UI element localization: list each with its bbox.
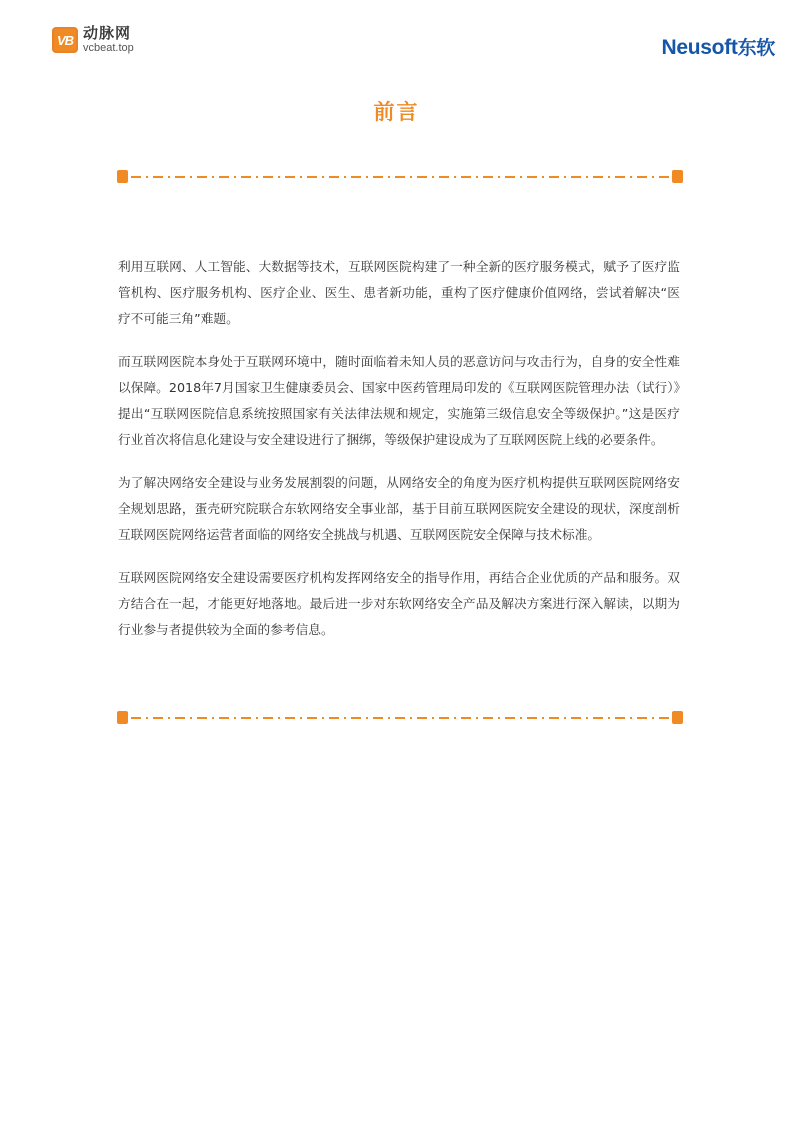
neusoft-logo: [662, 33, 775, 60]
top-divider: [117, 170, 683, 184]
neusoft-logo-cn: 东软: [737, 37, 775, 59]
divider-cap-right: [672, 170, 683, 183]
paragraph: 互联网医院网络安全建设需要医疗机构发挥网络安全的指导作用，再结合企业优质的产品和服务。双方结合在一起，才能更好地落地。最后进一步对东软网络安全产品及解决方案进行深入解读，以期为行业参与者提供较为全面的参考信息。: [118, 570, 680, 637]
paragraph: 而互联网医院本身处于互联网环境中，随时面临着未知人员的恶意访问与攻击行为，自身的安全性难以保障。2018年7月国家卫生健康委员会、国家中医药管理局印发的《互联网医院管理办法（试行）》提出“互联网医院信息系统按照国家有关法律法规和规定，实施第三级信息安全等级保护。”这是医疗行业首次将信息化建设与安全建设进行了捆绑，等级保护建设成为了互联网医院上线的必要条件。: [118, 354, 680, 447]
neusoft-logo-en: Neusoft: [661, 36, 738, 59]
vcbeat-logo-name: 动脉网: [83, 24, 132, 42]
divider-cap-right: [672, 711, 683, 724]
divider-cap-left: [117, 170, 128, 183]
vcbeat-logo-text: [83, 26, 134, 54]
vcbeat-logo-url: vcbeat.top: [83, 42, 134, 54]
page-title: 前言: [373, 100, 420, 124]
vcbeat-logo: [52, 26, 134, 54]
divider-cap-left: [117, 711, 128, 724]
divider-dash-line: [131, 717, 669, 719]
bottom-divider: [117, 711, 683, 725]
paragraph: 为了解决网络安全建设与业务发展割裂的问题，从网络安全的角度为医疗机构提供互联网医院网络安全规划思路，蛋壳研究院联合东软网络安全事业部，基于目前互联网医院安全建设的现状，深度剖析互联网医院网络运营者面临的网络安全挑战与机遇、互联网医院安全保障与技术标准。: [118, 475, 680, 542]
paragraph: 利用互联网、人工智能、大数据等技术，互联网医院构建了一种全新的医疗服务模式，赋予了医疗监管机构、医疗服务机构、医疗企业、医生、患者新功能，重构了医疗健康价值网络，尝试着解决“医疗不可能三角”难题。: [118, 259, 680, 326]
vcbeat-logo-icon: VB: [52, 27, 78, 53]
preface-body: [118, 254, 680, 660]
divider-dash-line: [131, 176, 669, 178]
